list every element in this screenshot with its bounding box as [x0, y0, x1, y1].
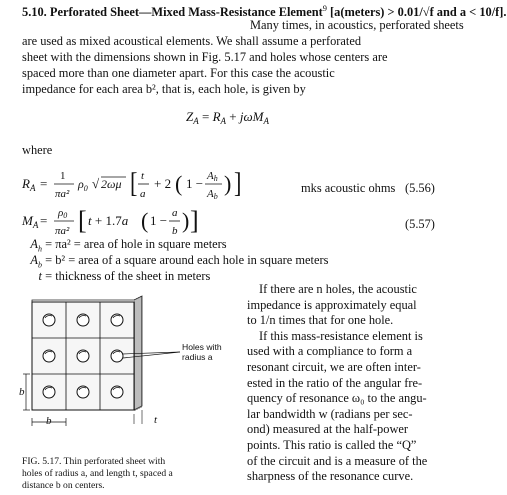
- figure-caption: [22, 456, 173, 492]
- svg-text:]: ]: [190, 206, 199, 235]
- right-column-text: [247, 282, 427, 485]
- heading-text: 5.10. Perforated Sheet—Mixed Mass-Resistance Element: [22, 5, 323, 20]
- right-line-7: quency of resonance ω₀ to the angu-: [247, 391, 427, 406]
- right-line-12: sharpness of the resonance curve.: [247, 469, 414, 484]
- svg-text:b: b: [172, 225, 178, 237]
- callout-line-2: radius a: [182, 352, 213, 362]
- right-line-3: If this mass-resistance element is: [259, 328, 423, 343]
- svg-text:+ 2: + 2: [154, 176, 172, 191]
- body-line-3: spaced more than one diameter apart. For this case the acoustic: [22, 66, 335, 80]
- svg-text:πa²: πa²: [55, 188, 70, 200]
- svg-text:[: [: [78, 206, 87, 235]
- svg-text:(: (: [141, 208, 149, 233]
- svg-text:a: a: [140, 188, 146, 200]
- definition-ah: $A_h = \pi a^2$ = area of hole in square meters: [30, 237, 227, 254]
- ra-symbol: $R_A$: [22, 176, 36, 193]
- svg-text:ρ0: ρ0: [58, 207, 68, 220]
- svg-text:ρ0: $\rho_0$: [78, 177, 88, 193]
- where-label: where: [22, 143, 53, 157]
- za-equation: $Z_A = R_A + j\omega M_A$: [186, 109, 269, 126]
- definition-ab: $A_b = b^2$ = area of a square around each hole in square meters: [30, 253, 329, 270]
- right-line-11: of the circuit and is a measure of the: [247, 453, 428, 468]
- dim-t: t: [154, 414, 158, 426]
- caption-line-3: distance b on centers.: [22, 480, 105, 491]
- footnote-mark: 9: [322, 4, 327, 13]
- svg-text:=: =: [40, 176, 48, 191]
- right-line-2: to 1/n times that for one hole.: [247, 313, 394, 328]
- right-line-10: points. This ratio is called the “Q”: [247, 437, 417, 452]
- definition-t-text: = thickness of the sheet in meters: [45, 269, 211, 283]
- svg-text:]: ]: [234, 167, 242, 199]
- svg-text:(: (: [175, 171, 183, 196]
- callout-line-1: Holes with: [182, 342, 222, 352]
- body-line-2: sheet with the dimensions shown in Fig. 5.17 and holes whose centers are: [22, 50, 388, 64]
- ma-symbol: $M_A$: [22, 213, 39, 230]
- ra-unit: mks acoustic ohms: [301, 181, 396, 195]
- svg-text:t + 1.7a: t + 1.7a: [88, 213, 129, 228]
- figure-perforated-sheet: [22, 292, 222, 452]
- definition-ah-text: = πa² = area of hole in square meters: [45, 237, 227, 251]
- svg-text:t: t: [141, 170, 145, 182]
- svg-text:2ωμ: 2ωμ: [101, 177, 122, 191]
- svg-text:1: 1: [60, 170, 66, 182]
- definition-ab-text: = b² = area of a square around each hole in square meters: [45, 253, 329, 267]
- svg-text:1 −: 1 −: [150, 213, 168, 228]
- right-line-5: resonant circuit, we are often inter-: [247, 359, 421, 374]
- right-line-6: ested in the ratio of the angular fre-: [247, 375, 423, 390]
- right-line-4: used with a compliance to form a: [247, 344, 413, 359]
- caption-line-2: holes of radius a, and length t, spaced a: [22, 468, 173, 479]
- right-line-8: lar bandwidth w (radians per sec-: [247, 406, 413, 421]
- svg-text:a: a: [172, 207, 178, 219]
- right-line-0: If there are n holes, the acoustic: [259, 282, 417, 296]
- body-line-4: impedance for each area b², that is, each hole, is given by: [22, 82, 306, 96]
- heading-condition: [a(meters) > 0.01/√f and a < 10/f].: [330, 5, 507, 20]
- dim-b-horizontal: b: [46, 415, 52, 427]
- svg-text:): ): [182, 208, 190, 233]
- right-line-9: ond) measured at the half-power: [247, 422, 409, 437]
- body-line-1: are used as mixed acoustical elements. We shall assume a perforated: [22, 34, 362, 48]
- dim-b-vertical: b: [19, 386, 25, 398]
- svg-text:1 −: 1 −: [186, 176, 204, 191]
- right-line-1: impedance is approximately equal: [247, 297, 417, 312]
- svg-text:√: √: [92, 176, 100, 191]
- svg-text:): ): [224, 171, 232, 196]
- body-line-0: Many times, in acoustics, perforated sheets: [250, 18, 464, 32]
- eq-number-557: (5.57): [405, 217, 435, 231]
- svg-text:[: [: [130, 167, 138, 199]
- caption-line-1: FIG. 5.17. Thin perforated sheet with: [22, 456, 166, 467]
- svg-text:πa²: πa²: [55, 225, 70, 237]
- svg-text:Ab: Ab: [207, 188, 218, 201]
- definition-t: t = thickness of the sheet in meters: [38, 269, 211, 283]
- ra-ma-equations: [0, 160, 463, 240]
- svg-text:=: =: [40, 213, 48, 228]
- eq-number-556: (5.56): [405, 181, 435, 195]
- holes-callout: [182, 342, 222, 362]
- svg-text:Ah: Ah: [207, 170, 218, 183]
